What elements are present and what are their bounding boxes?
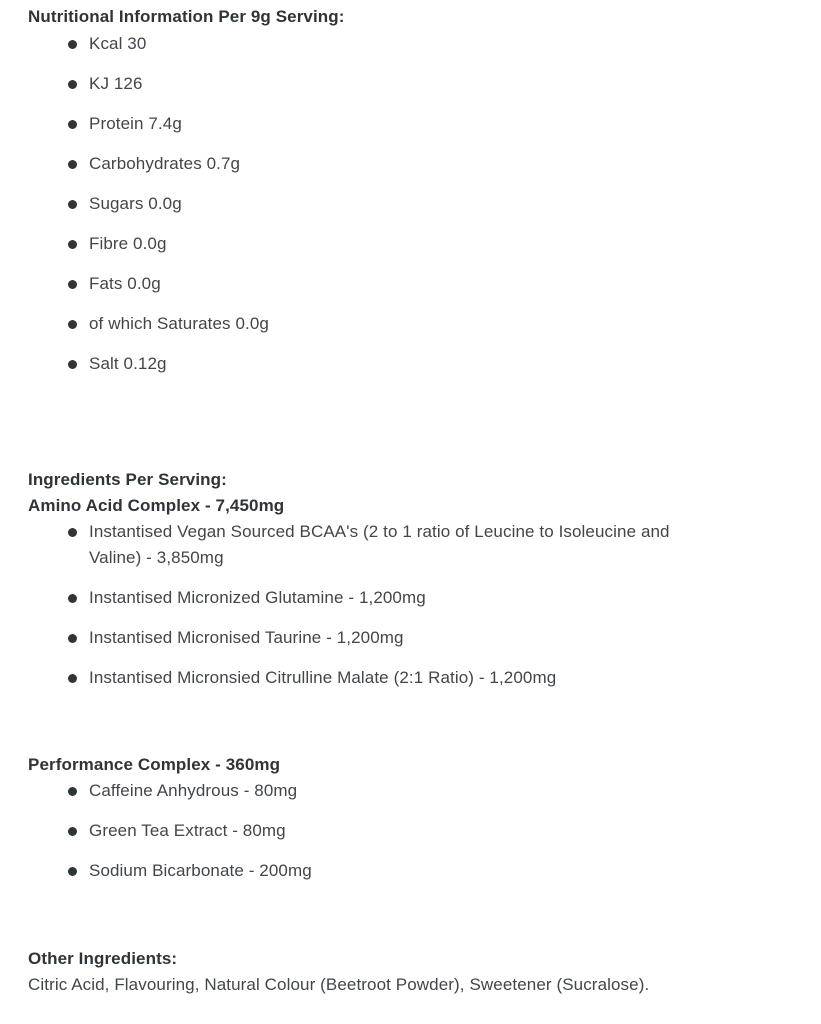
list-item: Fats 0.0g: [28, 271, 749, 297]
heading-line: Nutritional Information Per 9g Serving:: [28, 7, 345, 26]
section-gap: [28, 691, 775, 752]
other-ingredients-heading: [28, 946, 775, 972]
list-item: Protein 7.4g: [28, 111, 749, 137]
list-item: Instantised Micronsied Citrulline Malate (2:1 Ratio) - 1,200mg: [28, 665, 688, 691]
list-item: Caffeine Anhydrous - 80mg: [28, 778, 749, 804]
list-item: Sodium Bicarbonate - 200mg: [28, 858, 749, 884]
list-item: Instantised Vegan Sourced BCAA's (2 to 1 ratio of Leucine to Isoleucine and Valine) - 3,850mg: [28, 519, 688, 571]
performance-list: [28, 778, 775, 884]
ingredients-section-heading: [28, 467, 775, 519]
heading-line: Performance Complex - 360mg: [28, 755, 281, 774]
nutrition-list: [28, 31, 775, 377]
list-item: Instantised Micronized Glutamine - 1,200mg: [28, 585, 688, 611]
heading-line: Other Ingredients:: [28, 949, 178, 968]
list-item: of which Saturates 0.0g: [28, 311, 749, 337]
heading-line: Amino Acid Complex - 7,450mg: [28, 496, 285, 515]
list-item: Carbohydrates 0.7g: [28, 151, 749, 177]
list-item: KJ 126: [28, 71, 749, 97]
list-item: Salt 0.12g: [28, 351, 749, 377]
amino-acid-list: [28, 519, 775, 691]
section-gap: [28, 377, 775, 467]
list-item: Sugars 0.0g: [28, 191, 749, 217]
list-item: Instantised Micronised Taurine - 1,200mg: [28, 625, 688, 651]
section-gap: [28, 884, 775, 946]
heading-line: Ingredients Per Serving:: [28, 470, 227, 489]
performance-section-heading: [28, 752, 775, 778]
list-item: Fibre 0.0g: [28, 231, 749, 257]
list-item: Green Tea Extract - 80mg: [28, 818, 749, 844]
list-item: Kcal 30: [28, 31, 749, 57]
other-ingredients-text: Citric Acid, Flavouring, Natural Colour (Beetroot Powder), Sweetener (Sucralose).: [28, 975, 650, 994]
nutrition-section-heading: [28, 4, 775, 30]
